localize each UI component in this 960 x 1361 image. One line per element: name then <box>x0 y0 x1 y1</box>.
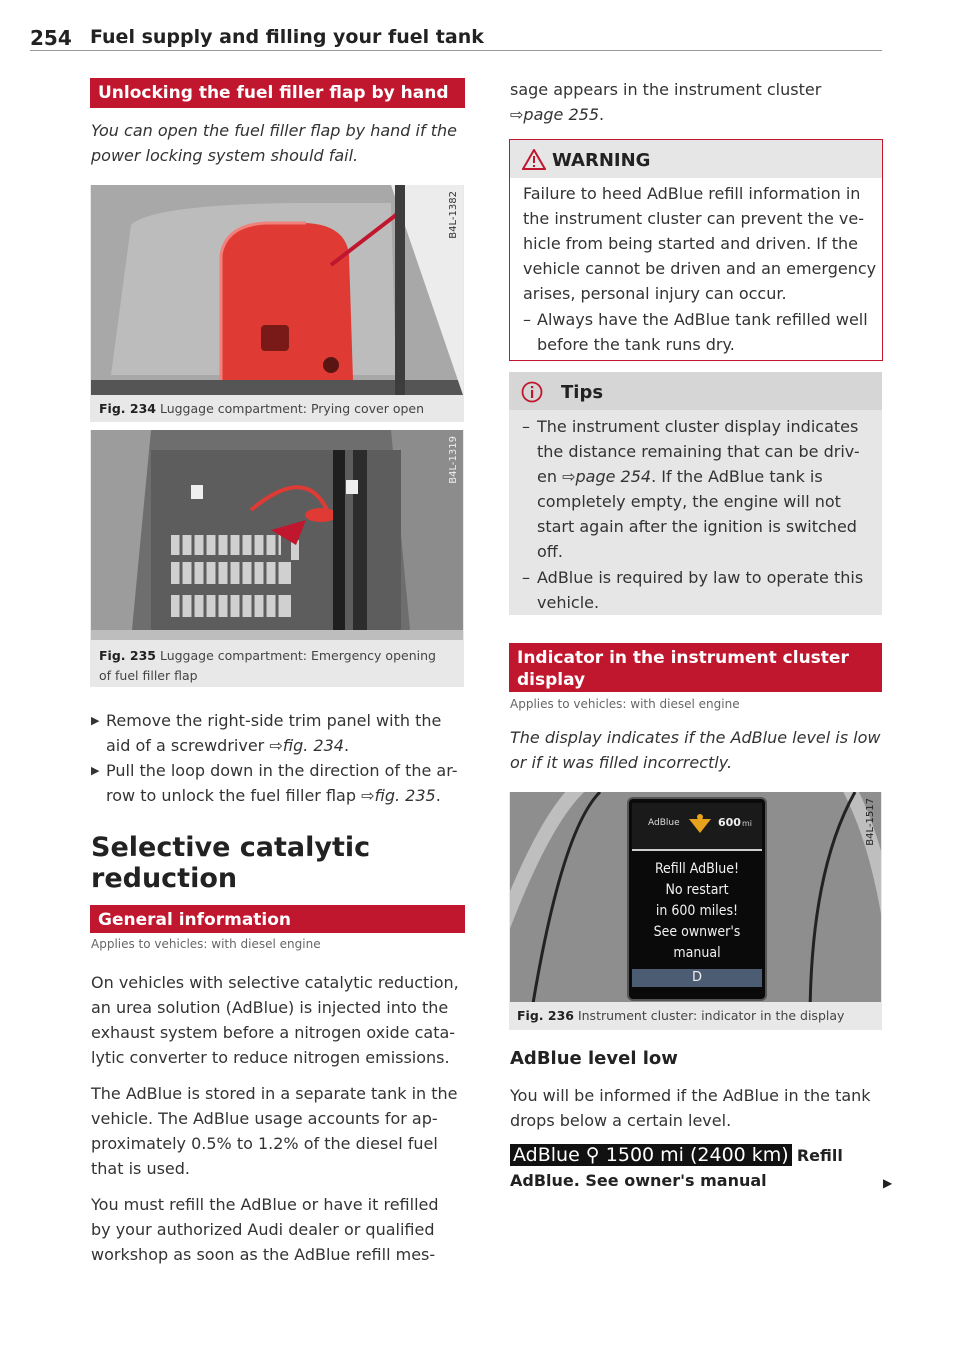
fuse-box-illustration <box>91 430 463 640</box>
figure-caption: Luggage compartment: Prying cover open <box>159 401 425 416</box>
step-item <box>91 758 471 808</box>
text-line: arises, personal injury can occur. <box>523 284 787 303</box>
text-line: the instrument cluster can prevent the ve- <box>523 209 864 228</box>
caption-234 <box>99 399 424 419</box>
tips-title: Tips <box>561 382 604 403</box>
header-rule <box>30 50 882 51</box>
text-line: lytic converter to reduce nitrogen emissions. <box>91 1048 450 1067</box>
figure-label: Fig. 236 <box>517 1008 574 1023</box>
figure-reference-link[interactable]: ⇨fig. 235 <box>361 786 436 805</box>
paragraph-1 <box>91 970 471 1070</box>
applies-note: Applies to vehicles: with diesel engine <box>91 937 321 951</box>
adblue-low-paragraph <box>510 1083 890 1133</box>
figure-reference-link[interactable]: ⇨fig. 234 <box>269 736 344 755</box>
intro-line: power locking system should fail. <box>91 146 359 165</box>
tips-item: – The instrument cluster display indicates the distance remaining that can be driv- en ⇨page 254. If the AdBlue tank is completely empty, the engine will not start again after the ignition is switched off. <box>522 414 877 564</box>
text-line: Always have the AdBlue tank refilled well <box>537 310 868 329</box>
text-line: sage appears in the instrument cluster <box>510 80 822 99</box>
prying-cover-illustration <box>91 185 463 395</box>
warning-text <box>523 181 878 357</box>
message-bold: Refill <box>796 1146 843 1165</box>
luggage-compartment-photo <box>91 185 463 395</box>
intro-line: You can open the fuel filler flap by hand if the <box>91 121 457 140</box>
display-line: No restart <box>665 882 729 898</box>
text-line: before the tank runs dry. <box>537 335 735 354</box>
section-title-indicator <box>509 643 882 692</box>
triangle-bullet-icon: ▶ <box>91 764 100 777</box>
warning-box <box>509 139 883 361</box>
display-top-bar <box>632 803 762 851</box>
info-icon <box>521 381 543 403</box>
subheading-adblue-low: AdBlue level low <box>510 1048 678 1069</box>
display-line: in 600 miles! <box>655 903 739 919</box>
figure-caption: Instrument cluster: indicator in the display <box>577 1008 845 1023</box>
warning-header <box>510 140 882 178</box>
section-title-general: General information <box>90 905 465 933</box>
page-reference-link[interactable]: ⇨page 255 <box>510 105 599 124</box>
text-line: start again after the ignition is switched <box>537 517 857 536</box>
text-line: hicle from being started and driven. If the <box>523 234 858 253</box>
section-intro-unlocking <box>91 118 471 168</box>
display-line: Refill AdBlue! <box>654 861 740 877</box>
figure-id-235: B4L-1319 <box>448 436 459 484</box>
title-line: Indicator in the instrument cluster <box>517 648 849 668</box>
emergency-opening-photo <box>91 430 463 640</box>
step-text: . <box>343 736 350 755</box>
caption-236 <box>517 1006 844 1026</box>
section-intro-indicator <box>510 725 890 775</box>
step-text: aid of a screwdriver <box>106 736 270 755</box>
tips-box <box>509 372 882 615</box>
text-line: The AdBlue is stored in a separate tank in the <box>91 1084 458 1103</box>
range-unit: mi <box>742 819 753 828</box>
text-line: You will be informed if the AdBlue in the tank <box>510 1086 871 1105</box>
text-line: completely empty, the engine will not <box>537 492 841 511</box>
adblue-label: AdBlue <box>648 818 680 828</box>
figure-235 <box>90 430 464 687</box>
continue-arrow-icon: ▶ <box>883 1176 893 1190</box>
text-line: the distance remaining that can be driv- <box>537 442 860 461</box>
text-line: You must refill the AdBlue or have it refilled <box>91 1195 439 1214</box>
text-line: vehicle. <box>537 593 600 612</box>
text-line: proximately 0.5% to 1.2% of the diesel fuel <box>91 1134 438 1153</box>
adblue-warning-icon <box>687 809 713 839</box>
title-line: reduction <box>91 863 238 894</box>
display-message <box>632 859 762 964</box>
text-line: The instrument cluster display indicates <box>537 417 859 436</box>
title-line: Selective catalytic <box>91 832 371 863</box>
intro-line: The display indicates if the AdBlue level is low <box>510 728 881 747</box>
text-line: off. <box>537 542 563 561</box>
text-line: Failure to heed AdBlue refill information in <box>523 184 861 203</box>
text-line: by your authorized Audi dealer or qualified <box>91 1220 435 1239</box>
tips-item: – AdBlue is required by law to operate this vehicle. <box>522 565 877 615</box>
display-line: manual <box>673 945 721 961</box>
paragraph-2 <box>91 1081 471 1181</box>
step-text: Remove the right-side trim panel with the <box>106 711 442 730</box>
caption-235 <box>99 646 459 686</box>
display-message-example <box>510 1143 893 1193</box>
figure-id-236: B4L-1517 <box>865 798 876 846</box>
instrument-cluster-illustration <box>510 792 881 1002</box>
text-line: vehicle cannot be driven and an emergency <box>523 259 877 278</box>
figure-caption: Luggage compartment: Emergency opening <box>159 648 436 663</box>
chapter-title: Fuel supply and filling your fuel tank <box>90 26 484 48</box>
chapter-section-title <box>91 832 471 894</box>
title-line: display <box>517 670 586 690</box>
figure-label: Fig. 235 <box>99 648 156 663</box>
triangle-bullet-icon: ▶ <box>91 714 100 727</box>
text-line: AdBlue is required by law to operate this <box>537 568 864 587</box>
highlighted-message: AdBlue ⚲ 1500 mi (2400 km) <box>510 1144 792 1166</box>
figure-236 <box>509 792 882 1030</box>
gear-indicator: D <box>632 969 762 987</box>
text-line: . <box>599 105 605 124</box>
range-value: 600 <box>718 816 741 829</box>
text-line: On vehicles with selective catalytic reduction, <box>91 973 459 992</box>
page-number: 254 <box>30 26 72 50</box>
tips-header <box>509 372 882 410</box>
figure-234 <box>90 185 464 422</box>
tips-list <box>522 414 877 615</box>
intro-line: or if it was filled incorrectly. <box>510 753 733 772</box>
warning-title: WARNING <box>552 150 651 171</box>
figure-caption: of fuel filler flap <box>99 668 198 683</box>
step-text: . <box>435 786 441 805</box>
text-line: drops below a certain level. <box>510 1111 732 1130</box>
applies-note: Applies to vehicles: with diesel engine <box>510 697 740 711</box>
figure-label: Fig. 234 <box>99 401 156 416</box>
continued-paragraph <box>510 77 890 127</box>
paragraph-3 <box>91 1192 471 1267</box>
step-list <box>91 708 471 808</box>
text-line: en <box>537 467 563 486</box>
section-title-unlocking: Unlocking the fuel filler flap by hand <box>90 78 465 108</box>
display-screen <box>627 797 767 1001</box>
display-line: See ownwer's <box>653 924 741 940</box>
text-line: workshop as soon as the AdBlue refill mes- <box>91 1245 436 1264</box>
text-line: vehicle. The AdBlue usage accounts for ap- <box>91 1109 438 1128</box>
text-line: exhaust system before a nitrogen oxide cata- <box>91 1023 456 1042</box>
figure-id-234: B4L-1382 <box>448 191 459 239</box>
step-item <box>91 708 471 758</box>
text-line: an urea solution (AdBlue) is injected into the <box>91 998 449 1017</box>
message-bold: AdBlue. See owner's manual <box>510 1171 767 1190</box>
text-line: . If the AdBlue tank is <box>651 467 823 486</box>
warning-triangle-icon <box>522 149 546 170</box>
text-line: that is used. <box>91 1159 191 1178</box>
page-reference-link[interactable]: ⇨page 254 <box>562 467 652 486</box>
step-text: row to unlock the fuel filler flap <box>106 786 362 805</box>
warning-list-item: – Always have the AdBlue tank refilled well before the tank runs dry. <box>523 307 878 357</box>
step-text: Pull the loop down in the direction of the ar- <box>106 761 458 780</box>
